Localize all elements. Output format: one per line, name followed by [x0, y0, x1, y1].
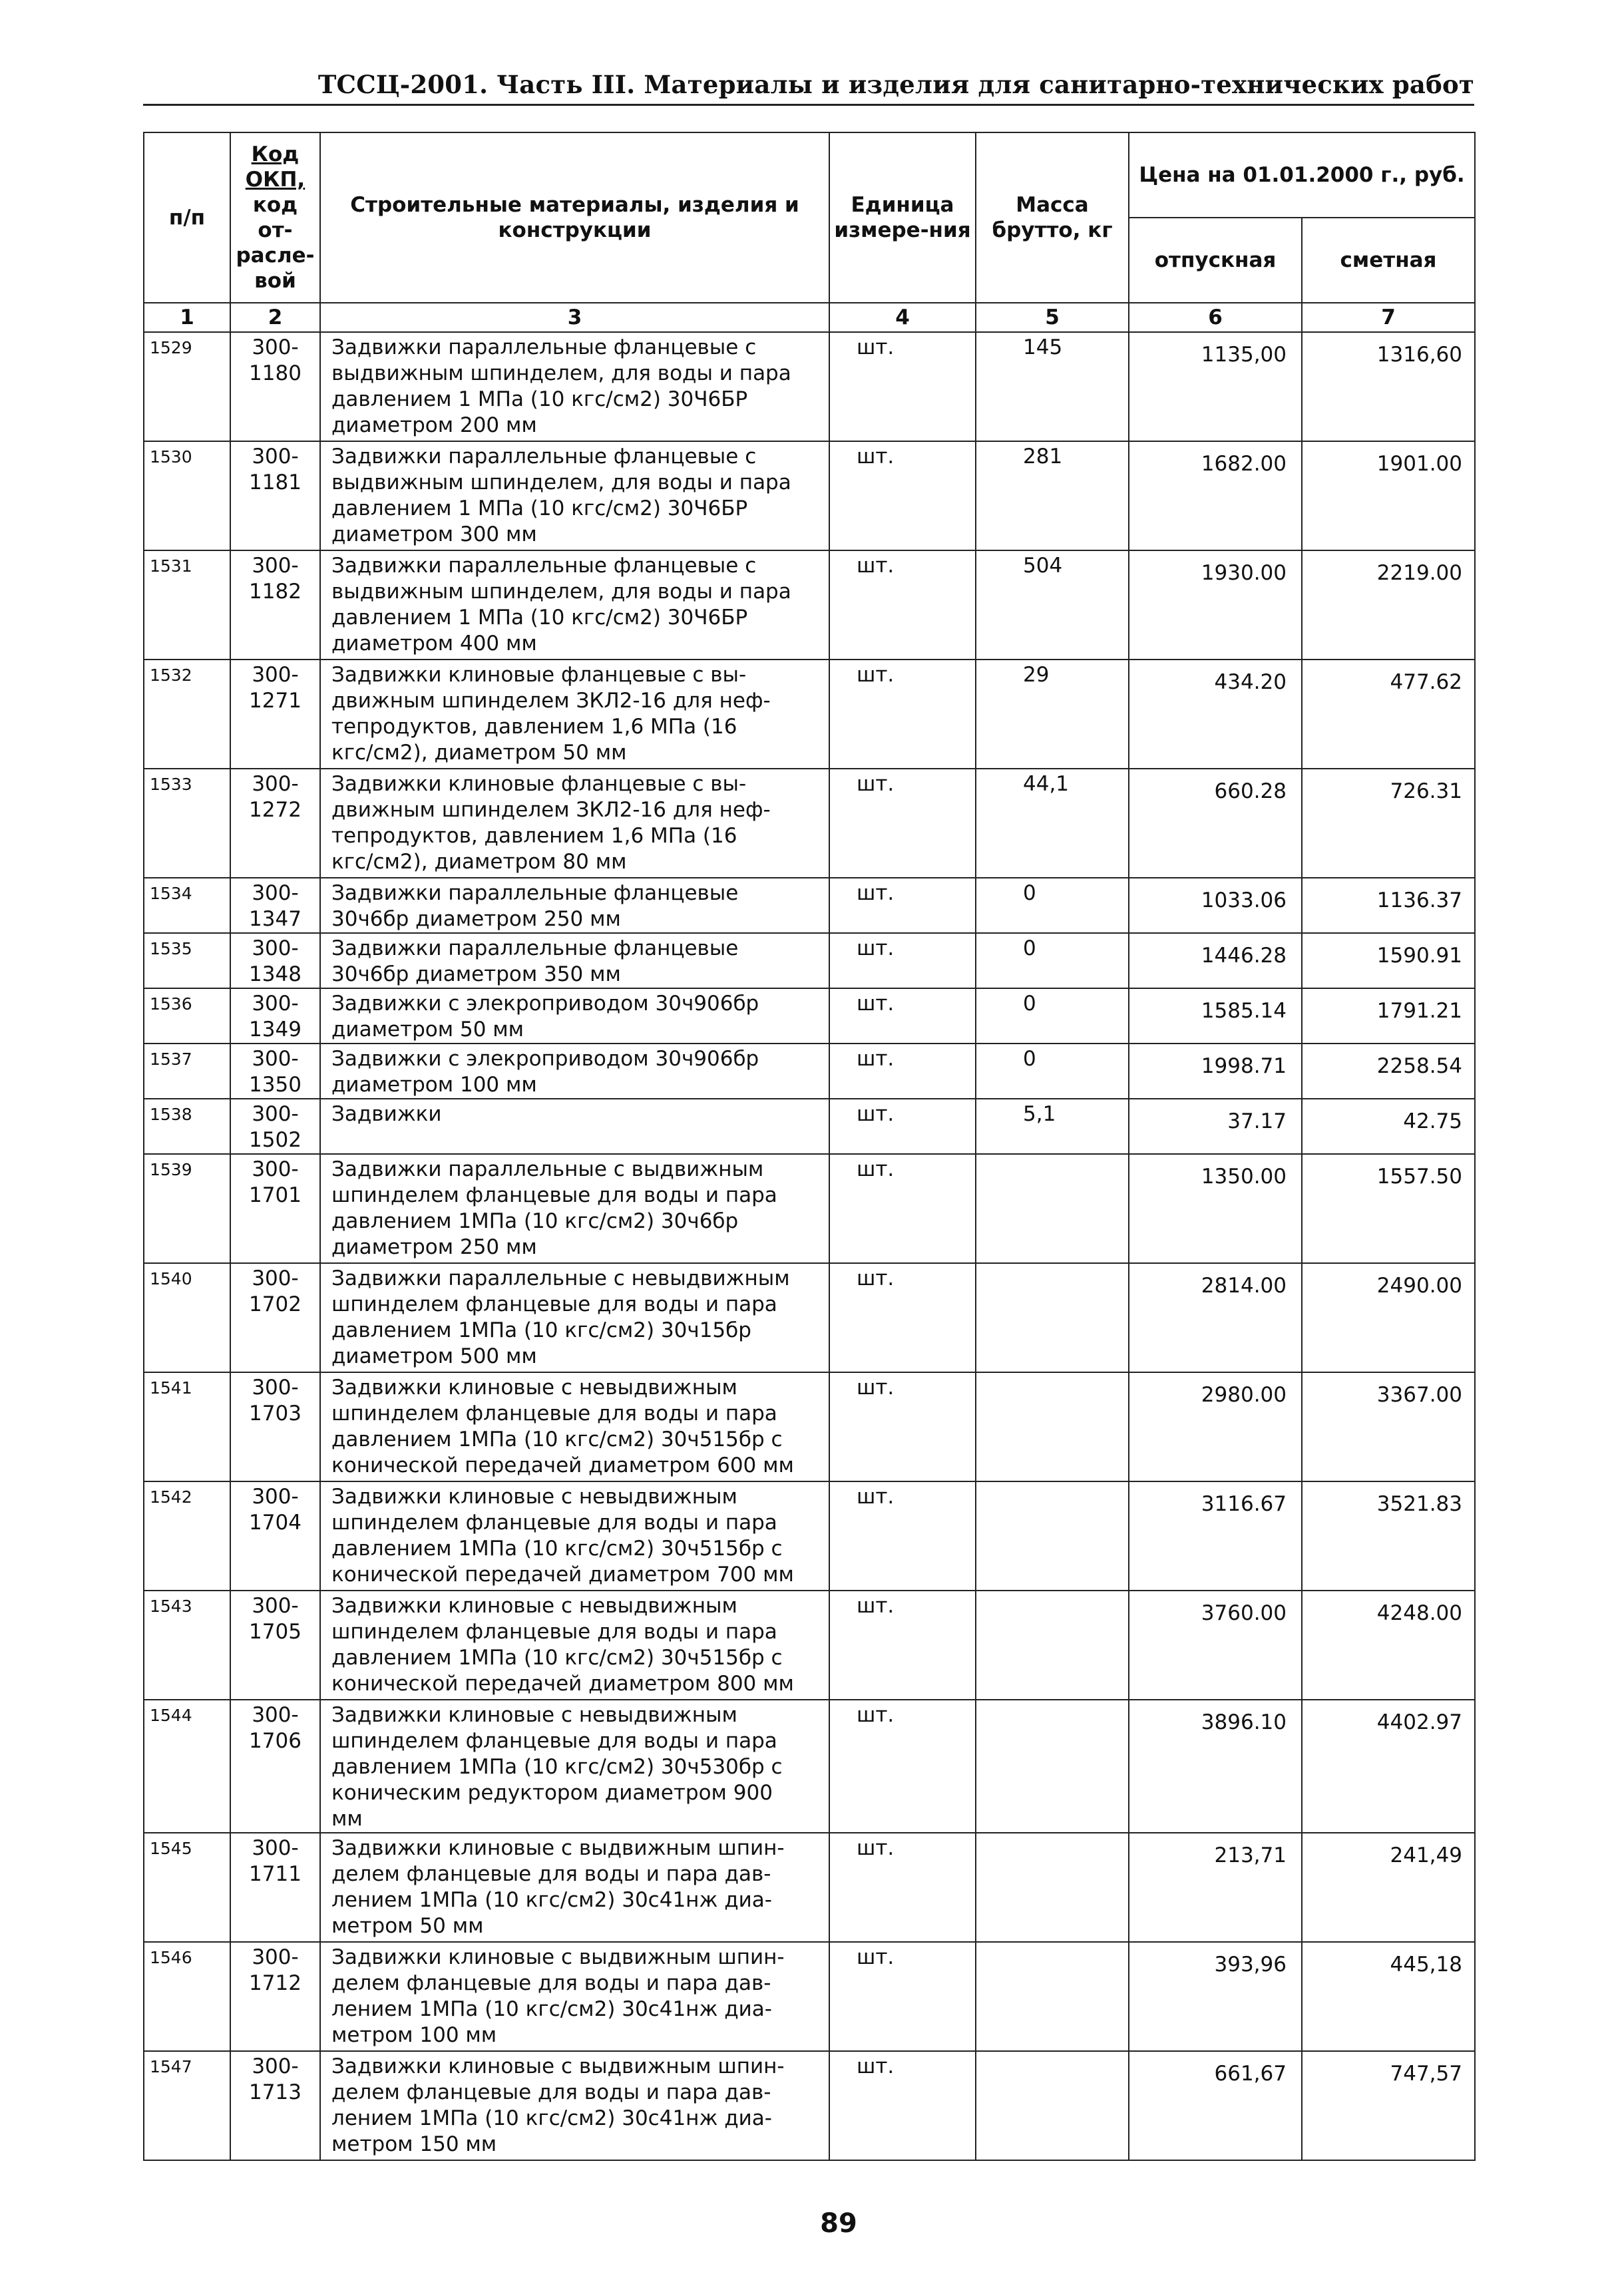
- table-row-number: 1539: [144, 1154, 230, 1263]
- table-row-number: 1546: [144, 1942, 230, 2051]
- table-row-price-release: 1585.14: [1129, 988, 1302, 1044]
- table-row: [144, 441, 1475, 550]
- table-row: [144, 1263, 1475, 1372]
- table-row-mass: [976, 1481, 1129, 1591]
- table-row-description: Задвижки с элекроприводом 30ч906бр диаметром 50 мм: [320, 988, 829, 1044]
- table-row-code: 300-1272: [230, 769, 320, 878]
- table-row-price-release: 37.17: [1129, 1099, 1302, 1154]
- table-row-price-release: 1135,00: [1129, 332, 1302, 441]
- column-number: 6: [1129, 303, 1302, 332]
- table-row-price-estimate: 1901.00: [1302, 441, 1475, 550]
- table-row-code: 300-1180: [230, 332, 320, 441]
- header-code-okp: Код ОКП,: [245, 142, 305, 192]
- table-row-mass: 145: [976, 332, 1129, 441]
- table-row: [144, 1154, 1475, 1263]
- table-row-mass: [976, 1154, 1129, 1263]
- table-row: [144, 1942, 1475, 2051]
- table-row-mass: 44,1: [976, 769, 1129, 878]
- table-row-price-estimate: 1557.50: [1302, 1154, 1475, 1263]
- table-row: [144, 1044, 1475, 1099]
- table-row-price-estimate: 2490.00: [1302, 1263, 1475, 1372]
- table-row-number: 1547: [144, 2051, 230, 2160]
- table-row-price-estimate: 2258.54: [1302, 1044, 1475, 1099]
- table-row: [144, 332, 1475, 441]
- table-row-unit: шт.: [829, 1942, 976, 2051]
- table-row-code: 300-1347: [230, 878, 320, 933]
- table-row-price-release: 3116.67: [1129, 1481, 1302, 1591]
- table-row-code: 300-1704: [230, 1481, 320, 1591]
- table-row-mass: [976, 1700, 1129, 1833]
- table-row-mass: [976, 1942, 1129, 2051]
- table-row-code: 300-1711: [230, 1833, 320, 1942]
- header-code: [230, 132, 320, 303]
- table-row-unit: шт.: [829, 1372, 976, 1481]
- table-row-description: Задвижки с элекроприводом 30ч906бр диаметром 100 мм: [320, 1044, 829, 1099]
- table-row: [144, 769, 1475, 878]
- table-row-price-release: 393,96: [1129, 1942, 1302, 2051]
- table-row-mass: [976, 1833, 1129, 1942]
- table-row-code: 300-1702: [230, 1263, 320, 1372]
- table-row-description: Задвижки параллельные фланцевые 30ч6бр диаметром 350 мм: [320, 933, 829, 988]
- table-row-unit: шт.: [829, 332, 976, 441]
- header-code-branch: код от-расле-вой: [236, 193, 315, 293]
- table-row-unit: шт.: [829, 1591, 976, 1700]
- table-row-mass: 29: [976, 660, 1129, 769]
- table-row-number: 1545: [144, 1833, 230, 1942]
- table-row-price-estimate: 1316,60: [1302, 332, 1475, 441]
- table-row-description: Задвижки параллельные с невыдвижным шпинделем фланцевые для воды и пара давлением 1МПа (10 кгс/см2) 30ч15бр диаметром 500 мм: [320, 1263, 829, 1372]
- table-row-number: 1543: [144, 1591, 230, 1700]
- table-row-unit: шт.: [829, 988, 976, 1044]
- table-row-description: Задвижки клиновые с невыдвижным шпинделем фланцевые для воды и пара давлением 1МПа (10 кгс/см2) 30ч530бр с коническим редуктором диаметром 900 мм: [320, 1700, 829, 1833]
- table-row-price-release: 3896.10: [1129, 1700, 1302, 1833]
- table-row-price-release: 1033.06: [1129, 878, 1302, 933]
- table-row-description: Задвижки клиновые фланцевые с вы- движным шпинделем ЗКЛ2-16 для неф- тепродуктов, давлением 1,6 МПа (16 кгс/см2), диаметром 50 мм: [320, 660, 829, 769]
- table-row: [144, 660, 1475, 769]
- column-number: 5: [976, 303, 1129, 332]
- table-row: [144, 550, 1475, 660]
- table-row-number: 1534: [144, 878, 230, 933]
- table-row: [144, 1099, 1475, 1154]
- table-row-price-estimate: 42.75: [1302, 1099, 1475, 1154]
- table-row-code: 300-1181: [230, 441, 320, 550]
- table-row: [144, 1481, 1475, 1591]
- table-row-price-release: 660.28: [1129, 769, 1302, 878]
- table-row-code: 300-1350: [230, 1044, 320, 1099]
- table-row: [144, 1700, 1475, 1833]
- table-row-price-release: 2980.00: [1129, 1372, 1302, 1481]
- table-row-number: 1544: [144, 1700, 230, 1833]
- table-row-mass: 281: [976, 441, 1129, 550]
- table-row-price-release: 3760.00: [1129, 1591, 1302, 1700]
- table-row-price-release: 1446.28: [1129, 933, 1302, 988]
- table-row-price-estimate: 477.62: [1302, 660, 1475, 769]
- column-number: 4: [829, 303, 976, 332]
- column-number: 2: [230, 303, 320, 332]
- table-row-description: Задвижки: [320, 1099, 829, 1154]
- table-row-price-release: 2814.00: [1129, 1263, 1302, 1372]
- table-row-price-release: 434.20: [1129, 660, 1302, 769]
- table-row-number: 1537: [144, 1044, 230, 1099]
- table-row-price-estimate: 1136.37: [1302, 878, 1475, 933]
- table-row-price-estimate: 3367.00: [1302, 1372, 1475, 1481]
- price-table: [143, 132, 1476, 2161]
- table-row-price-release: 1350.00: [1129, 1154, 1302, 1263]
- page-header-title: ТССЦ-2001. Часть III. Материалы и изделия для санитарно-технических работ: [143, 65, 1474, 106]
- table-row-number: 1536: [144, 988, 230, 1044]
- table-row-description: Задвижки клиновые с невыдвижным шпинделем фланцевые для воды и пара давлением 1МПа (10 кгс/см2) 30ч515бр с конической передачей диаметром 600 мм: [320, 1372, 829, 1481]
- table-row: [144, 1591, 1475, 1700]
- table-row-mass: 504: [976, 550, 1129, 660]
- table-row-code: 300-1271: [230, 660, 320, 769]
- table-row-description: Задвижки клиновые с невыдвижным шпинделем фланцевые для воды и пара давлением 1МПа (10 кгс/см2) 30ч515бр с конической передачей диаметром 700 мм: [320, 1481, 829, 1591]
- table-row-price-estimate: 726.31: [1302, 769, 1475, 878]
- table-row-unit: шт.: [829, 1700, 976, 1833]
- column-number: 1: [144, 303, 230, 332]
- table-row-unit: шт.: [829, 1099, 976, 1154]
- table-row-unit: шт.: [829, 2051, 976, 2160]
- table-row-price-release: 661,67: [1129, 2051, 1302, 2160]
- table-row-price-release: 1998.71: [1129, 1044, 1302, 1099]
- table-row-description: Задвижки клиновые с выдвижным шпин- делем фланцевые для воды и пара дав- лением 1МПа (10 кгс/см2) 30с41нж диа- метром 50 мм: [320, 1833, 829, 1942]
- table-row-mass: 5,1: [976, 1099, 1129, 1154]
- table-row-mass: [976, 2051, 1129, 2160]
- table-row-description: Задвижки параллельные фланцевые с выдвижным шпинделем, для воды и пара давлением 1 МПа (10 кгс/см2) 30Ч6БР диаметром 400 мм: [320, 550, 829, 660]
- table-row-price-release: 213,71: [1129, 1833, 1302, 1942]
- column-numbers-row: [144, 303, 1475, 332]
- table-row-number: 1531: [144, 550, 230, 660]
- table-row-price-estimate: 3521.83: [1302, 1481, 1475, 1591]
- table-row-unit: шт.: [829, 1481, 976, 1591]
- table-row-code: 300-1182: [230, 550, 320, 660]
- table-row-description: Задвижки параллельные фланцевые 30ч6бр диаметром 250 мм: [320, 878, 829, 933]
- table-row-unit: шт.: [829, 550, 976, 660]
- table-row: [144, 933, 1475, 988]
- table-row-unit: шт.: [829, 1044, 976, 1099]
- table-row-code: 300-1705: [230, 1591, 320, 1700]
- table-row-code: 300-1713: [230, 2051, 320, 2160]
- table-row-mass: 0: [976, 1044, 1129, 1099]
- table-row-number: 1541: [144, 1372, 230, 1481]
- table-row-number: 1542: [144, 1481, 230, 1591]
- table-row: [144, 1833, 1475, 1942]
- table-row-price-estimate: 4402.97: [1302, 1700, 1475, 1833]
- header-price: Цена на 01.01.2000 г., руб.: [1129, 132, 1475, 218]
- table-row-price-release: 1930.00: [1129, 550, 1302, 660]
- table-row-description: Задвижки клиновые с выдвижным шпин- делем фланцевые для воды и пара дав- лением 1МПа (10 кгс/см2) 30с41нж диа- метром 100 мм: [320, 1942, 829, 2051]
- table-row-price-release: 1682.00: [1129, 441, 1302, 550]
- table-row-description: Задвижки клиновые фланцевые с вы- движным шпинделем ЗКЛ2-16 для неф- тепродуктов, давлением 1,6 МПа (16 кгс/см2), диаметром 80 мм: [320, 769, 829, 878]
- header-unit: Единица измере-ния: [829, 132, 976, 303]
- table-row-number: 1533: [144, 769, 230, 878]
- table-row-code: 300-1701: [230, 1154, 320, 1263]
- table-row: [144, 2051, 1475, 2160]
- page-number: 89: [820, 2208, 857, 2239]
- table-row-mass: 0: [976, 878, 1129, 933]
- table-row-number: 1532: [144, 660, 230, 769]
- table-row-number: 1535: [144, 933, 230, 988]
- table-row-description: Задвижки параллельные с выдвижным шпинделем фланцевые для воды и пара давлением 1МПа (10 кгс/см2) 30ч6бр диаметром 250 мм: [320, 1154, 829, 1263]
- header-price-estimate: сметная: [1302, 218, 1475, 303]
- table-row-description: Задвижки параллельные фланцевые с выдвижным шпинделем, для воды и пара давлением 1 МПа (10 кгс/см2) 30Ч6БР диаметром 300 мм: [320, 441, 829, 550]
- table-row-code: 300-1712: [230, 1942, 320, 2051]
- table-row-price-estimate: 1791.21: [1302, 988, 1475, 1044]
- table-row-mass: 0: [976, 988, 1129, 1044]
- table-row-price-estimate: 241,49: [1302, 1833, 1475, 1942]
- table-row-unit: шт.: [829, 1833, 976, 1942]
- table-row-unit: шт.: [829, 769, 976, 878]
- column-number: 3: [320, 303, 829, 332]
- table-row-price-estimate: 1590.91: [1302, 933, 1475, 988]
- table-row-description: Задвижки параллельные фланцевые с выдвижным шпинделем, для воды и пара давлением 1 МПа (10 кгс/см2) 30Ч6БР диаметром 200 мм: [320, 332, 829, 441]
- table-row-code: 300-1348: [230, 933, 320, 988]
- table-row-code: 300-1706: [230, 1700, 320, 1833]
- table-row: [144, 988, 1475, 1044]
- table-row-price-estimate: 2219.00: [1302, 550, 1475, 660]
- table-row: [144, 1372, 1475, 1481]
- table-row-mass: [976, 1372, 1129, 1481]
- table-row-unit: шт.: [829, 878, 976, 933]
- header-mass: Масса брутто, кг: [976, 132, 1129, 303]
- header-material: Строительные материалы, изделия и конструкции: [320, 132, 829, 303]
- table-row-mass: [976, 1591, 1129, 1700]
- table-row-mass: 0: [976, 933, 1129, 988]
- table-row-code: 300-1703: [230, 1372, 320, 1481]
- table-row: [144, 878, 1475, 933]
- table-row-code: 300-1349: [230, 988, 320, 1044]
- table-row-unit: шт.: [829, 441, 976, 550]
- header-pp: п/п: [144, 132, 230, 303]
- table-row-mass: [976, 1263, 1129, 1372]
- table-row-unit: шт.: [829, 660, 976, 769]
- table-row-number: 1530: [144, 441, 230, 550]
- table-row-code: 300-1502: [230, 1099, 320, 1154]
- table-row-description: Задвижки клиновые с невыдвижным шпинделем фланцевые для воды и пара давлением 1МПа (10 кгс/см2) 30ч515бр с конической передачей диаметром 800 мм: [320, 1591, 829, 1700]
- table-row-price-estimate: 4248.00: [1302, 1591, 1475, 1700]
- header-price-release: отпускная: [1129, 218, 1302, 303]
- table-row-price-estimate: 747,57: [1302, 2051, 1475, 2160]
- table-row-price-estimate: 445,18: [1302, 1942, 1475, 2051]
- table-row-unit: шт.: [829, 1154, 976, 1263]
- table-row-unit: шт.: [829, 1263, 976, 1372]
- table-row-number: 1538: [144, 1099, 230, 1154]
- table-row-number: 1540: [144, 1263, 230, 1372]
- table-row-description: Задвижки клиновые с выдвижным шпин- делем фланцевые для воды и пара дав- лением 1МПа (10 кгс/см2) 30с41нж диа- метром 150 мм: [320, 2051, 829, 2160]
- table-row-number: 1529: [144, 332, 230, 441]
- column-number: 7: [1302, 303, 1475, 332]
- table-row-unit: шт.: [829, 933, 976, 988]
